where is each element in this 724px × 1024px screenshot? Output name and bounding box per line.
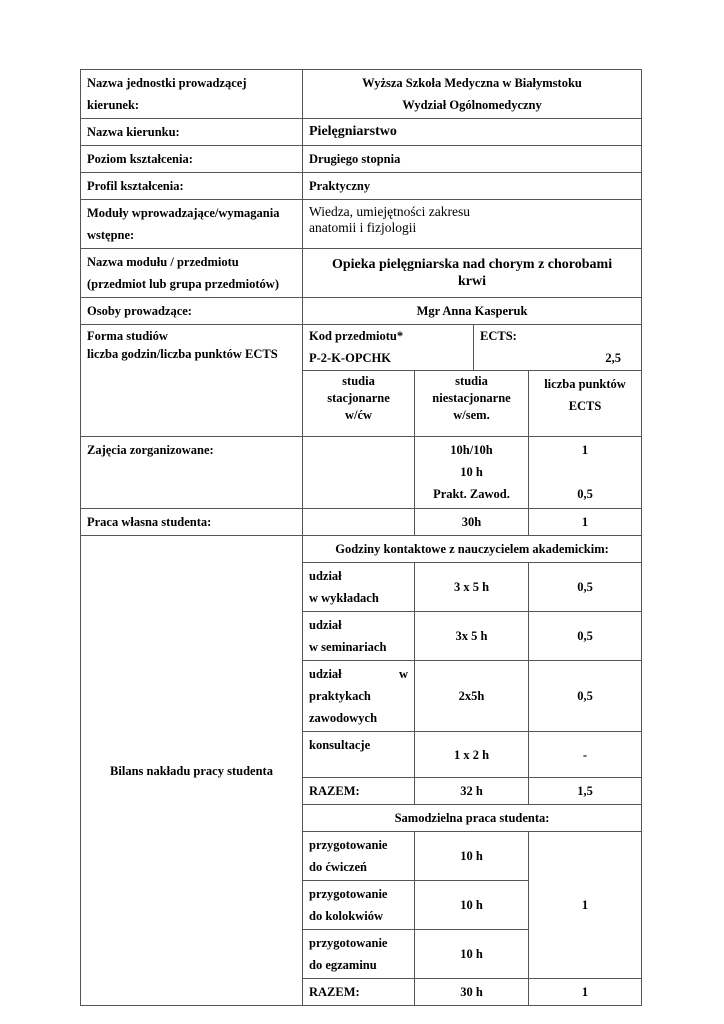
contact-type: udział w seminariach bbox=[303, 612, 415, 661]
contact-total-hours: 32 h bbox=[415, 778, 529, 805]
form-row bbox=[81, 325, 642, 371]
field-row bbox=[81, 119, 642, 146]
unit-label: Nazwa jednostki prowadzącej kierunek: bbox=[81, 70, 303, 119]
teachers-row bbox=[81, 298, 642, 325]
self-total-ects: 1 bbox=[529, 979, 642, 1006]
level-label: Poziom kształcenia: bbox=[81, 146, 303, 173]
module-label: Nazwa modułu / przedmiotu (przedmiot lub grupa przedmiotów) bbox=[81, 249, 303, 298]
self-total-hours: 30 h bbox=[415, 979, 529, 1006]
own-work-ects: 1 bbox=[529, 509, 642, 536]
contact-hours: 2x5h bbox=[415, 661, 529, 732]
organized-hours: 10h/10h 10 h Prakt. Zawod. bbox=[415, 437, 529, 509]
organized-ects: 1 0,5 bbox=[529, 437, 642, 509]
module-row bbox=[81, 249, 642, 298]
contact-header: Godziny kontaktowe z nauczycielem akademickim: bbox=[303, 536, 642, 563]
field-label: Nazwa kierunku: bbox=[81, 119, 303, 146]
contact-hours: 3x 5 h bbox=[415, 612, 529, 661]
col-ects: liczba punktów ECTS bbox=[529, 371, 642, 437]
own-work-row bbox=[81, 509, 642, 536]
teachers-label: Osoby prowadzące: bbox=[81, 298, 303, 325]
course-card-table bbox=[80, 69, 642, 1006]
col-stationary: studia stacjonarne w/ćw bbox=[303, 371, 415, 437]
balance-label: Bilans nakładu pracy studenta bbox=[81, 536, 303, 1006]
own-work-label: Praca własna studenta: bbox=[81, 509, 303, 536]
organized-stationary bbox=[303, 437, 415, 509]
profile-row bbox=[81, 173, 642, 200]
contact-type: konsultacje bbox=[303, 732, 415, 778]
contact-type: udział w praktykach zawodowych bbox=[303, 661, 415, 732]
teachers-value: Mgr Anna Kasperuk bbox=[303, 298, 642, 325]
self-total-label: RAZEM: bbox=[303, 979, 415, 1006]
contact-total-label: RAZEM: bbox=[303, 778, 415, 805]
self-type: przygotowanie do egzaminu bbox=[303, 930, 415, 979]
self-hours: 10 h bbox=[415, 881, 529, 930]
ects-total: ECTS: 2,5 bbox=[474, 325, 642, 370]
unit-value: Wyższa Szkoła Medyczna w Białymstoku Wydział Ogólnomedyczny bbox=[303, 70, 642, 119]
col-extramural: studia niestacjonarne w/sem. bbox=[415, 371, 529, 437]
contact-hours: 1 x 2 h bbox=[415, 732, 529, 778]
self-header: Samodzielna praca studenta: bbox=[303, 805, 642, 832]
organized-label: Zajęcia zorganizowane: bbox=[81, 437, 303, 509]
contact-type: udział w wykładach bbox=[303, 563, 415, 612]
unit-row bbox=[81, 70, 642, 119]
code-ects-split bbox=[303, 325, 641, 370]
own-work-stationary bbox=[303, 509, 415, 536]
course-code: Kod przedmiotu* P-2-K-OPCHK bbox=[309, 329, 404, 365]
contact-hours: 3 x 5 h bbox=[415, 563, 529, 612]
form-label: Forma studiów liczba godzin/liczba punktów ECTS bbox=[81, 325, 303, 437]
organized-row bbox=[81, 437, 642, 509]
own-work-hours: 30h bbox=[415, 509, 529, 536]
prereq-row bbox=[81, 200, 642, 249]
profile-value: Praktyczny bbox=[303, 173, 642, 200]
level-value: Drugiego stopnia bbox=[303, 146, 642, 173]
profile-label: Profil kształcenia: bbox=[81, 173, 303, 200]
contact-ects: 0,5 bbox=[529, 563, 642, 612]
form-code-ects bbox=[303, 325, 642, 371]
self-hours: 10 h bbox=[415, 930, 529, 979]
level-row bbox=[81, 146, 642, 173]
self-hours: 10 h bbox=[415, 832, 529, 881]
prereq-value: Wiedza, umiejętności zakresu anatomii i fizjologii bbox=[303, 200, 642, 249]
prereq-label: Moduły wprowadzające/wymagania wstępne: bbox=[81, 200, 303, 249]
contact-ects: - bbox=[529, 732, 642, 778]
self-type: przygotowanie do ćwiczeń bbox=[303, 832, 415, 881]
contact-header-row bbox=[81, 536, 642, 563]
module-value: Opieka pielęgniarska nad chorym z chorobami krwi bbox=[303, 249, 642, 298]
contact-ects: 0,5 bbox=[529, 612, 642, 661]
field-value: Pielęgniarstwo bbox=[303, 119, 642, 146]
self-ects: 1 bbox=[529, 832, 642, 979]
contact-ects: 0,5 bbox=[529, 661, 642, 732]
self-type: przygotowanie do kolokwiów bbox=[303, 881, 415, 930]
contact-total-ects: 1,5 bbox=[529, 778, 642, 805]
